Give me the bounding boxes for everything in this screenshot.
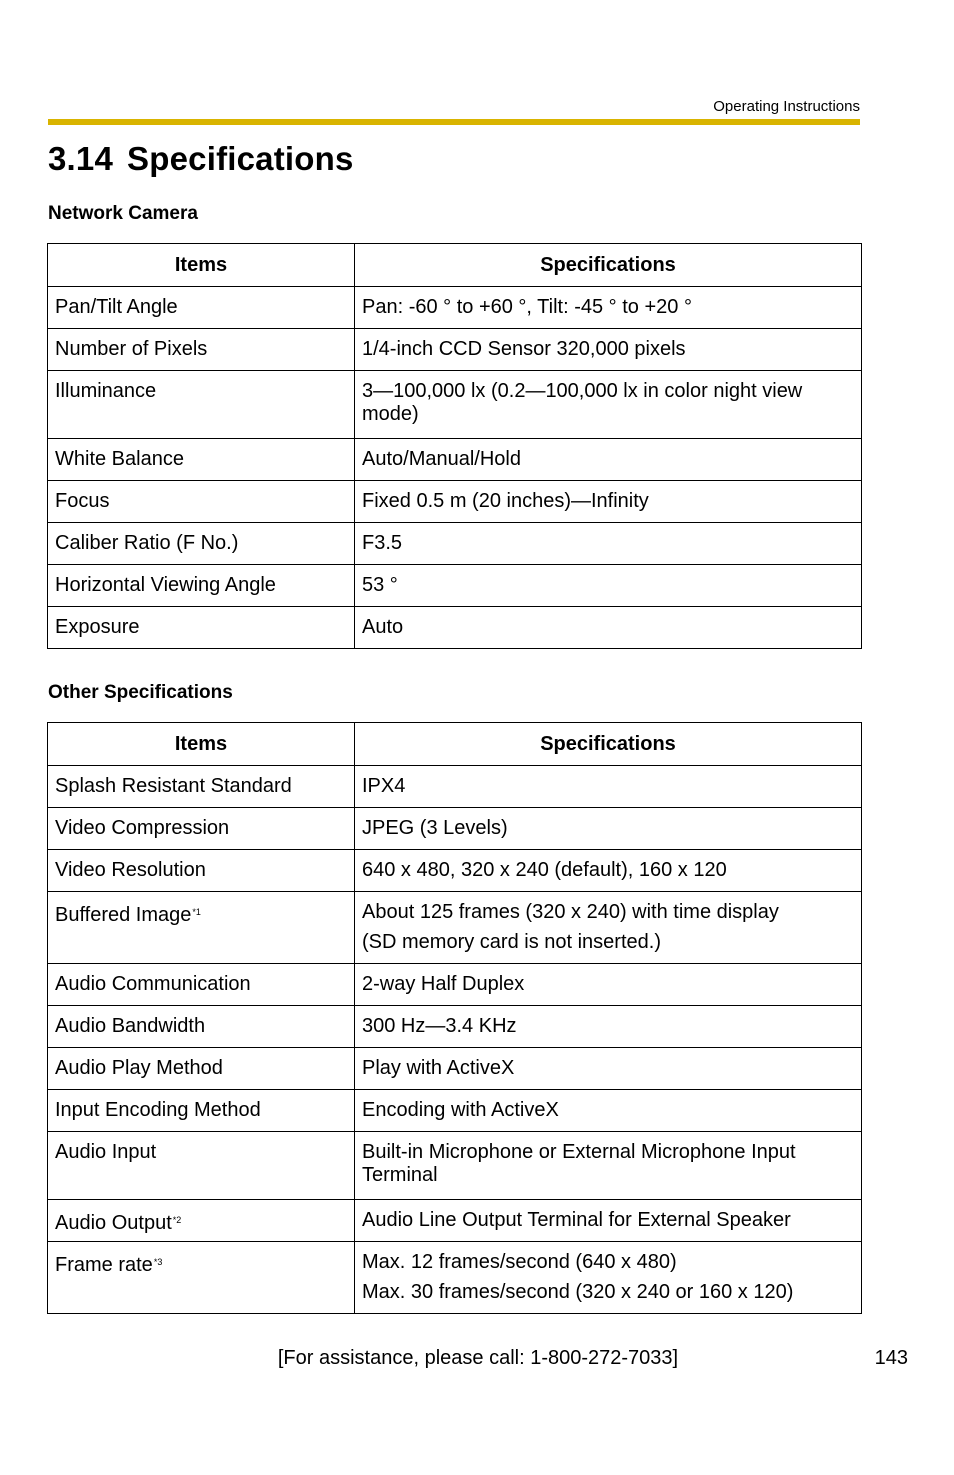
spec-cell: 53 ° (355, 565, 862, 607)
spec-cell: 300 Hz—3.4 KHz (355, 1006, 862, 1048)
network-camera-heading: Network Camera (48, 203, 198, 224)
header-label: Operating Instructions (713, 98, 860, 115)
item-cell: Caliber Ratio (F No.) (48, 523, 355, 565)
item-cell: Audio Input (48, 1132, 355, 1200)
spec-cell: Built-in Microphone or External Microphone Input Terminal (355, 1132, 862, 1200)
table-row (48, 1048, 862, 1090)
spec-cell: Encoding with ActiveX (355, 1090, 862, 1132)
table-row (48, 1090, 862, 1132)
table-row (48, 1006, 862, 1048)
spec-cell: IPX4 (355, 766, 862, 808)
item-cell: Input Encoding Method (48, 1090, 355, 1132)
spec-cell: Auto/Manual/Hold (355, 439, 862, 481)
spec-cell: Audio Line Output Terminal for External Speaker (355, 1200, 862, 1242)
table-row (48, 1132, 862, 1200)
spec-cell: Pan: -60 ° to +60 °, Tilt: -45 ° to +20 ° (355, 287, 862, 329)
item-cell: Audio Play Method (48, 1048, 355, 1090)
assistance-text: [For assistance, please call: 1-800-272-7033] (277, 1347, 679, 1369)
table-row (48, 371, 862, 439)
spec-cell: 1/4-inch CCD Sensor 320,000 pixels (355, 329, 862, 371)
footnote-marker: *2 (172, 1215, 182, 1225)
spec-cell (355, 892, 862, 964)
item-cell: Illuminance (48, 371, 355, 439)
item-cell (48, 1242, 355, 1314)
item-cell: Video Resolution (48, 850, 355, 892)
table-row (48, 481, 862, 523)
footnote-marker: *3 (153, 1257, 163, 1267)
item-cell: White Balance (48, 439, 355, 481)
column-header-items: Items (48, 244, 355, 287)
item-cell (48, 1200, 355, 1242)
footer-assistance (0, 1347, 954, 1370)
item-cell: Audio Bandwidth (48, 1006, 355, 1048)
table-row (48, 850, 862, 892)
spec-line: About 125 frames (320 x 240) with time display (362, 901, 779, 923)
spec-cell: Auto (355, 607, 862, 649)
item-label: Buffered Image (55, 904, 192, 926)
footnote-marker: *1 (192, 907, 201, 917)
other-specifications-table (47, 722, 862, 1314)
item-cell: Horizontal Viewing Angle (48, 565, 355, 607)
section-number: 3.14 (48, 140, 114, 177)
item-cell: Exposure (48, 607, 355, 649)
spec-cell: Fixed 0.5 m (20 inches)—Infinity (355, 481, 862, 523)
table-header-row (48, 723, 862, 766)
table-row (48, 287, 862, 329)
page-title (48, 140, 354, 178)
spec-line: Max. 30 frames/second (320 x 240 or 160 x 120) (362, 1281, 794, 1303)
spec-cell: JPEG (3 Levels) (355, 808, 862, 850)
item-cell: Splash Resistant Standard (48, 766, 355, 808)
item-cell: Number of Pixels (48, 329, 355, 371)
item-cell: Video Compression (48, 808, 355, 850)
spec-cell (355, 1242, 862, 1314)
column-header-items: Items (48, 723, 355, 766)
table-row (48, 892, 862, 964)
table-row (48, 565, 862, 607)
spec-cell: 640 x 480, 320 x 240 (default), 160 x 120 (355, 850, 862, 892)
spec-line: (SD memory card is not inserted.) (362, 931, 661, 953)
table-row (48, 766, 862, 808)
item-label: Audio Output (55, 1212, 172, 1234)
table-row (48, 329, 862, 371)
spec-cell: 3—100,000 lx (0.2—100,000 lx in color night view mode) (355, 371, 862, 439)
title-text: Specifications (127, 140, 354, 177)
header-rule (48, 119, 860, 125)
table-row (48, 523, 862, 565)
page-number: 143 (874, 1347, 908, 1369)
table-header-row (48, 244, 862, 287)
column-header-specifications: Specifications (355, 244, 862, 287)
table-row (48, 607, 862, 649)
table-row (48, 808, 862, 850)
spec-cell: Play with ActiveX (355, 1048, 862, 1090)
item-cell: Audio Communication (48, 964, 355, 1006)
other-specifications-heading: Other Specifications (48, 682, 233, 703)
item-cell: Pan/Tilt Angle (48, 287, 355, 329)
table-row (48, 964, 862, 1006)
column-header-specifications: Specifications (355, 723, 862, 766)
spec-cell: F3.5 (355, 523, 862, 565)
table-row (48, 1200, 862, 1242)
table-row (48, 439, 862, 481)
item-cell (48, 892, 355, 964)
spec-line: Max. 12 frames/second (640 x 480) (362, 1251, 677, 1273)
item-label: Frame rate (55, 1254, 153, 1276)
item-cell: Focus (48, 481, 355, 523)
network-camera-table (47, 243, 862, 649)
table-row (48, 1242, 862, 1314)
spec-cell: 2-way Half Duplex (355, 964, 862, 1006)
